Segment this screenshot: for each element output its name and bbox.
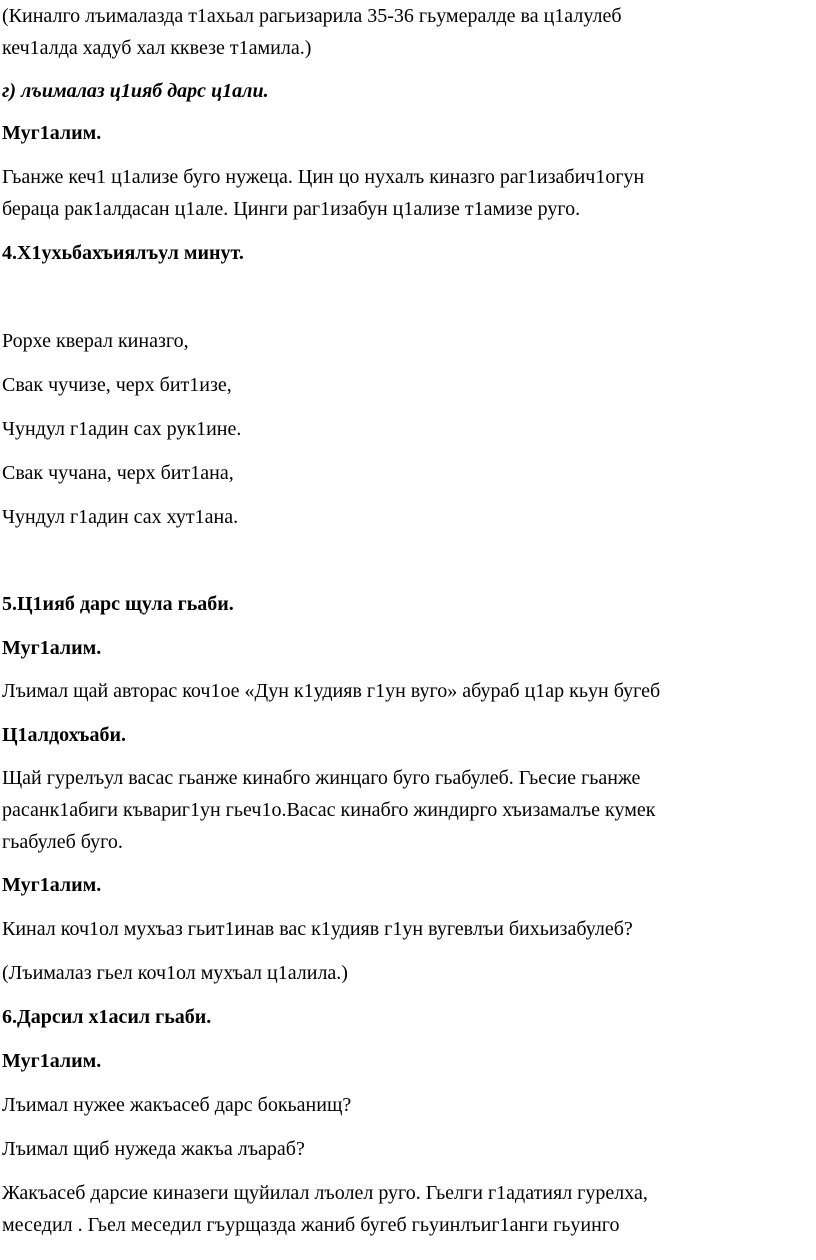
paragraph-line: Жакъасеб дарсие киназеги щуйилал лъолел руго. Гьелги г1адатиял гурелха, — [2, 1182, 648, 1204]
speaker-label: Муг1алим. — [2, 637, 102, 659]
speaker-label: Ц1алдохъаби. — [2, 724, 126, 746]
paragraph-line: Гьанже кеч1 ц1ализе буго нужеца. Цин цо нухалъ киназго раг1изабич1огун — [2, 166, 645, 188]
speaker-label: Муг1алим. — [2, 1050, 102, 1072]
poem-line: Чундул г1адин сах хут1ана. — [2, 506, 239, 528]
speaker-label: Муг1алим. — [2, 122, 102, 144]
paragraph-line: бераца рак1алдасан ц1але. Цинги раг1изабун ц1ализе т1амизе руго. — [2, 198, 581, 220]
paragraph-line: Лъимал щиб нужеда жакъа лъараб? — [2, 1138, 305, 1160]
poem-line: Рорхе кверал киназго, — [2, 330, 189, 352]
poem-line: Чундул г1адин сах рук1ине. — [2, 418, 242, 440]
paragraph-line: Кинал коч1ол мухъаз гьит1инав вас к1удияв г1ун вугевлъи бихьизабулеб? — [2, 918, 633, 940]
speaker-label: Муг1алим. — [2, 874, 102, 896]
paragraph-line: расанк1абиги къвариг1ун гьеч1о.Васас кинабго жиндирго хъизамалъе кумек — [2, 799, 656, 821]
section-heading: 4.Х1ухьбахъиялъул минут. — [2, 242, 244, 264]
paragraph-line: меседил . Гьел меседил гъурщазда жаниб бугеб гьуинлъиг1анги гьуинго — [2, 1214, 620, 1236]
section-heading: 5.Ц1ияб дарс щула гьаби. — [2, 593, 234, 615]
paragraph-line: Лъимал щай авторас коч1ое «Дун к1удияв г1ун вуго» абураб ц1ар кьун бугеб — [2, 680, 661, 702]
poem-line: Свак чучизе, черх бит1изе, — [2, 374, 232, 396]
paragraph-line: (Лъималаз гьел коч1ол мухъал ц1алила.) — [2, 962, 348, 984]
paragraph-line: Щай гурелъул васас гьанже кинабго жинцаго буго гьабулеб. Гьесие гьанже — [2, 767, 641, 789]
paragraph-line: кеч1алда хадуб хал кквезе т1амила.) — [2, 37, 312, 59]
poem-line: Свак чучана, черх бит1ана, — [2, 462, 234, 484]
paragraph-line: Лъимал нужее жакъасеб дарс бокьанищ? — [2, 1094, 352, 1116]
section-subheading: г) лъималаз ц1ияб дарс ц1али. — [2, 80, 269, 102]
section-heading: 6.Дарсил х1асил гьаби. — [2, 1006, 212, 1028]
paragraph-line: (Киналго лъималазда т1ахьал рагьизарила 35-36 гьумералде ва ц1алулеб — [2, 5, 622, 27]
paragraph-line: гьабулеб буго. — [2, 831, 123, 853]
